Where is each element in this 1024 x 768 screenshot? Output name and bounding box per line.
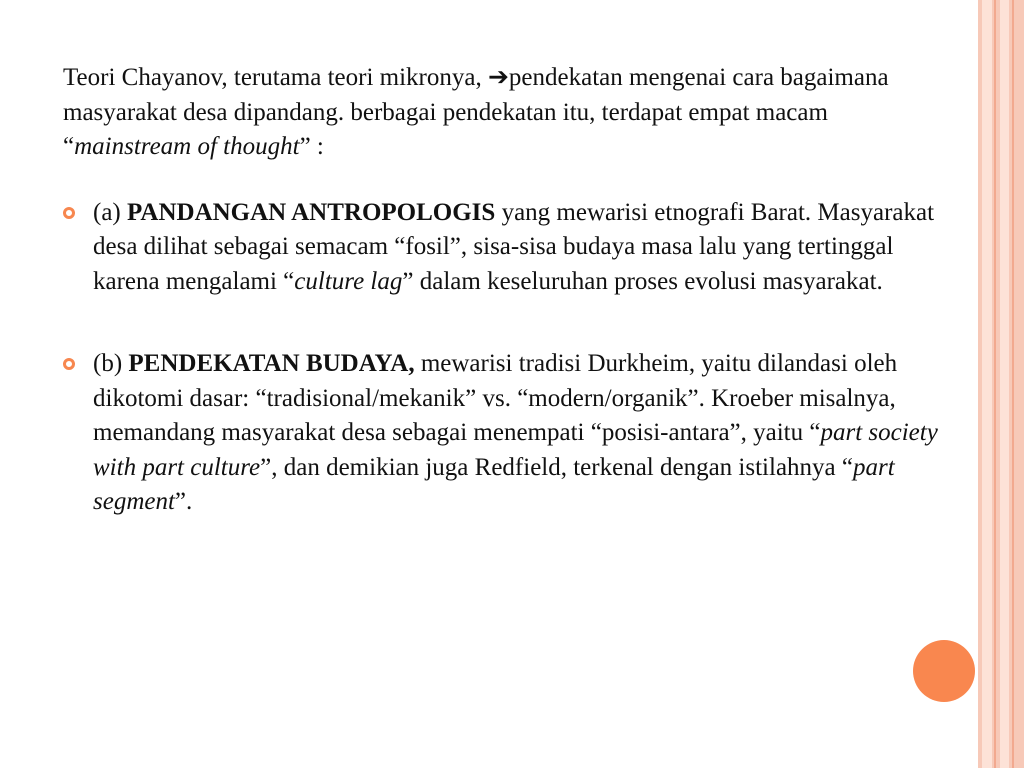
bullet-b-italic-2: part segment [93, 453, 895, 515]
bullet-b-text-1: mewarisi tradisi Durkheim, yaitu dilandasi oleh dikotomi dasar: “tradisional/mekanik” vs. “modern/organik”. Kroeber misalnya, memandang masyarakat desa sebagai menempati “posisi-antara”, yaitu “ [93, 350, 898, 446]
bullet-a-heading: PANDANGAN ANTROPOLOGIS [127, 198, 496, 226]
intro-quote-close: ” : [299, 133, 324, 160]
bullet-circle-icon [63, 358, 75, 370]
intro-text-1: Teori Chayanov, terutama teori mikronya, [63, 64, 488, 91]
intro-italic: mainstream of thought [74, 133, 300, 160]
bullet-b-italic-1: part society with part culture [93, 419, 938, 481]
bullet-list [63, 196, 963, 520]
intro-quote-open: “ [63, 133, 75, 160]
bullet-a-italic: culture lag [294, 267, 403, 295]
decorative-stripe [1000, 0, 1009, 768]
bullet-a-text-1: yang mewarisi etnografi Barat. Masyarakat desa dilihat sebagai semacam “fosil”, sisa-sisa budaya masa lalu yang tertinggal karena mengalami “ [93, 198, 935, 295]
bullet-b-heading: PENDEKATAN BUDAYA, [128, 350, 415, 377]
bullet-b-prefix: (b) [93, 350, 129, 377]
bullet-item-a [63, 196, 963, 300]
decorative-stripe [982, 0, 992, 768]
bullet-a-text-2: ” dalam keseluruhan proses evolusi masyarakat. [402, 267, 883, 295]
bullet-circle-icon [63, 207, 75, 219]
bullet-b-text-2: ”, dan demikian juga Redfield, terkenal dengan istilahnya “ [260, 453, 853, 481]
decorative-circle [913, 640, 975, 702]
decorative-line [994, 0, 996, 768]
bullet-item-b [63, 347, 963, 520]
bullet-a-prefix: (a) [93, 198, 127, 226]
intro-text-2: pendekatan mengenai cara bagaimana masyarakat desa dipandang. berbagai pendekatan itu, terdapat empat macam [63, 64, 889, 126]
decorative-line [1012, 0, 1014, 768]
intro-paragraph [63, 61, 923, 165]
bullet-b-text-3: ”. [174, 488, 193, 515]
slide-content [63, 61, 963, 568]
arrow-icon: ➔ [487, 64, 509, 91]
